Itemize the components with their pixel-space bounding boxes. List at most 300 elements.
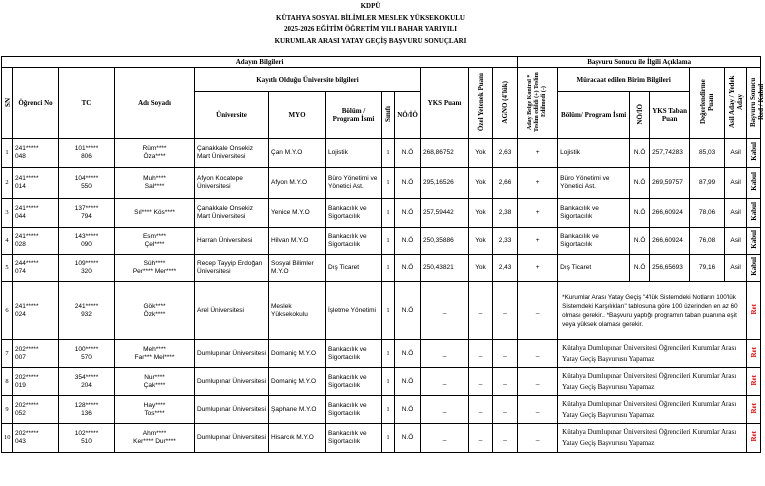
table-row — [2, 282, 761, 340]
cell-universite-text: Dumlupınar Üniversitesi — [197, 349, 266, 357]
cell-m-yks — [650, 255, 690, 282]
cell-bolum-text: Bankacılık ve Sigortacılık — [328, 345, 367, 361]
cell-adi-soyadi — [115, 139, 195, 168]
cell-m-bolum-text: Bankacılık ve Sigortacılık — [560, 233, 599, 248]
header-line-school: KÜTAHYA SOSYAL BİLİMLER MESLEK YÜKSEKOKULU — [276, 13, 465, 22]
cell-tc-text: 109***** 320 — [74, 260, 99, 275]
col-ogrenci-no: Öğrenci No — [13, 68, 59, 139]
cell-agno — [493, 282, 518, 340]
cell-yks-text: 268,86752 — [423, 149, 454, 156]
cell-agno — [493, 168, 518, 199]
cell-yks-text: _ — [442, 405, 447, 413]
cell-belge — [518, 228, 558, 255]
cell-yks-text: 250,43821 — [423, 264, 454, 271]
result-ret-badge: Ret — [749, 431, 758, 442]
cell-yks — [421, 424, 469, 453]
cell-belge — [518, 199, 558, 228]
cell-universite — [195, 255, 269, 282]
cell-yks — [421, 255, 469, 282]
cell-sinif — [382, 139, 395, 168]
cell-universite-text: Dumlupınar Üniversitesi — [197, 405, 266, 413]
cell-agno-text: _ — [503, 377, 507, 385]
cell-ozel — [469, 282, 493, 340]
cell-m-yks — [650, 168, 690, 199]
cell-no — [395, 424, 421, 453]
cell-ogrenci-no-text: 202***** 007 — [15, 345, 39, 361]
cell-aciklama-note-text: *Kurumlar Arası Yatay Geçiş "4'lük Sistemdeki Notların 100'lük Sistemdeki Karşılıkları" tablosuna göre 100 üzerinden en az 60 olması gerekir.. *Başvuru yaptığı programın taban puanına eşit veya yüksek olaması gerekir. — [562, 293, 738, 328]
cell-sinif-text: 1 — [386, 179, 390, 186]
cell-tc-text: 101***** 806 — [74, 145, 99, 160]
table-row — [2, 228, 761, 255]
cell-no — [395, 168, 421, 199]
cell-universite-text: Recep Tayyip Erdoğan Üniversitesi — [197, 260, 263, 275]
cell-ogrenci-no — [13, 199, 59, 228]
cell-m-yks-text: 256,65693 — [652, 264, 683, 271]
cell-ozel-text: _ — [478, 306, 483, 314]
cell-belge — [518, 424, 558, 453]
cell-yks — [421, 199, 469, 228]
cell-tc-text: 137***** 794 — [74, 205, 99, 220]
cell-yks-text: 250,35886 — [423, 237, 454, 244]
cell-no — [395, 282, 421, 340]
col-ozel-yetenek: Özel Yetenek Puanı — [469, 68, 493, 139]
cell-sn — [2, 424, 13, 453]
cell-belge-text: + — [535, 179, 540, 186]
cell-aciklama-note — [558, 340, 747, 368]
table-row — [2, 199, 761, 228]
cell-asil-text: Asil — [730, 237, 741, 244]
col-degerlendirme: Değerlendirme Puanı — [690, 68, 725, 139]
cell-tc — [59, 368, 115, 396]
cell-yks — [421, 340, 469, 368]
cell-tc-text: 104***** 550 — [74, 175, 99, 190]
cell-agno-text: 2,66 — [498, 179, 512, 186]
cell-ogrenci-no — [13, 228, 59, 255]
cell-belge — [518, 168, 558, 199]
cell-ogrenci-no-text: 241***** 014 — [15, 175, 39, 190]
cell-tc-text: 100***** 570 — [74, 345, 99, 361]
cell-degerlendirme — [690, 168, 725, 199]
cell-bolum — [326, 396, 382, 424]
cell-aciklama-note-text: Kütahya Dumlupınar Üniversitesi Öğrencileri Kurumlar Arası Yatay Geçiş Başvurusu Yapamaz — [562, 343, 737, 363]
cell-myo — [269, 199, 326, 228]
cell-universite-text: Arel Üniversitesi — [197, 306, 244, 314]
cell-sn-text: 4 — [5, 237, 9, 244]
cell-sonuc — [747, 368, 761, 396]
cell-universite-text: Çanakkale Onsekiz Mart Üniversitesi — [197, 145, 253, 160]
cell-m-yks-text: 269,59757 — [652, 179, 683, 186]
cell-sonuc — [747, 139, 761, 168]
cell-aciklama-note — [558, 424, 747, 453]
header-line-title: KURUMLAR ARASI YATAY GEÇİŞ BAŞVURU SONUÇLARI — [274, 36, 467, 45]
cell-tc — [59, 396, 115, 424]
cell-ogrenci-no — [13, 282, 59, 340]
cell-belge-text: _ — [535, 306, 540, 314]
cell-belge-text: _ — [535, 405, 540, 413]
cell-adi-soyadi — [115, 282, 195, 340]
col-agno: AGNO (4'lük) — [493, 68, 518, 139]
cell-m-bolum — [558, 255, 630, 282]
cell-agno — [493, 255, 518, 282]
cell-sinif — [382, 168, 395, 199]
cell-myo-text: Hilvan M.Y.O — [271, 237, 309, 244]
cell-ogrenci-no — [13, 340, 59, 368]
cell-asil — [725, 168, 747, 199]
cell-ozel-text: _ — [478, 405, 483, 413]
cell-no-text: N.Ö — [401, 434, 414, 441]
cell-myo-text: Çan M.Y.O — [271, 149, 303, 156]
cell-sn — [2, 282, 13, 340]
cell-belge-text: + — [535, 237, 540, 244]
cell-bolum-text: İşletme Yönetimi — [328, 306, 376, 314]
result-kabul-badge: Kabul — [749, 172, 758, 191]
cell-ogrenci-no — [13, 255, 59, 282]
cell-ozel — [469, 424, 493, 453]
cell-sonuc — [747, 168, 761, 199]
cell-bolum — [326, 424, 382, 453]
cell-universite — [195, 228, 269, 255]
cell-degerlendirme — [690, 228, 725, 255]
cell-sinif-text: 1 — [386, 405, 390, 413]
cell-ozel — [469, 168, 493, 199]
cell-agno-text: 2,33 — [498, 237, 512, 244]
cell-no-text: N.Ö — [401, 377, 414, 385]
cell-degerlendirme — [690, 139, 725, 168]
cell-bolum — [326, 255, 382, 282]
cell-sinif — [382, 396, 395, 424]
cell-degerlendirme-text: 85,03 — [699, 149, 716, 156]
cell-sn — [2, 139, 13, 168]
cell-no — [395, 139, 421, 168]
cell-bolum-text: Bankacılık ve Sigortacılık — [328, 233, 367, 248]
cell-yks — [421, 228, 469, 255]
cell-ozel — [469, 139, 493, 168]
cell-m-no-text: N.Ö — [633, 209, 646, 216]
cell-ozel-text: Yok — [475, 237, 486, 244]
cell-m-no-text: N.Ö — [633, 264, 646, 271]
table-row — [2, 424, 761, 453]
cell-sonuc — [747, 396, 761, 424]
cell-agno-text: _ — [503, 434, 507, 441]
col-sn: SN — [2, 68, 13, 139]
cell-ogrenci-no-text: 202***** 019 — [15, 373, 39, 389]
cell-m-no-text: N.Ö — [633, 149, 646, 156]
cell-belge-text: + — [535, 209, 540, 216]
cell-sinif — [382, 424, 395, 453]
cell-adi-soyadi — [115, 199, 195, 228]
cell-ozel-text: Yok — [475, 179, 486, 186]
cell-m-yks — [650, 199, 690, 228]
cell-aciklama-note — [558, 282, 747, 340]
table-row — [2, 340, 761, 368]
cell-no — [395, 228, 421, 255]
group-kayitli-header: Kayıtlı Olduğu Üniversite bilgileri — [195, 68, 421, 92]
result-ret-badge: Ret — [749, 346, 758, 358]
cell-asil-text: Asil — [730, 179, 741, 186]
cell-tc — [59, 228, 115, 255]
cell-tc — [59, 255, 115, 282]
cell-sn-text: 6 — [5, 306, 9, 314]
cell-ozel-text: _ — [478, 377, 483, 385]
cell-agno-text: 2,63 — [498, 149, 512, 156]
cell-adi-soyadi-text: Süh**** Per**** Mer**** — [132, 260, 177, 275]
cell-yks — [421, 368, 469, 396]
cell-myo — [269, 228, 326, 255]
cell-no-text: N.Ö — [401, 179, 414, 186]
group-basvuru-header: Başvuru Sonucu ile İlgili Açıklama — [518, 57, 761, 68]
result-ret-badge: Ret — [749, 374, 758, 386]
cell-sinif — [382, 199, 395, 228]
cell-sinif — [382, 282, 395, 340]
document-header — [0, 0, 741, 56]
cell-myo — [269, 139, 326, 168]
cell-sn-text: 3 — [5, 209, 9, 216]
cell-no — [395, 199, 421, 228]
cell-sn-text: 2 — [5, 179, 9, 186]
cell-no — [395, 340, 421, 368]
cell-no-text: N.Ö — [401, 349, 414, 357]
cell-sinif-text: 1 — [386, 306, 390, 314]
cell-sn-text: 8 — [5, 377, 9, 385]
cell-adi-soyadi-text: Hay**** Tos**** — [143, 401, 166, 417]
cell-myo — [269, 168, 326, 199]
col-yks: YKS Puanı — [421, 68, 469, 139]
cell-adi-soyadi — [115, 255, 195, 282]
cell-bolum-text: Dış Ticaret — [328, 264, 360, 271]
cell-ozel — [469, 228, 493, 255]
cell-universite-text: Çanakkale Onsekiz Mart Üniversitesi — [197, 205, 253, 220]
col-myo: MYO — [269, 92, 326, 139]
cell-sinif — [382, 228, 395, 255]
cell-myo-text: Şaphane M.Y.O — [271, 405, 317, 413]
col-no: NÖ/İÖ — [395, 92, 421, 139]
col-tc: TC — [59, 68, 115, 139]
cell-adi-soyadi — [115, 340, 195, 368]
cell-asil — [725, 228, 747, 255]
result-ret-badge: Ret — [749, 402, 758, 414]
cell-sonuc — [747, 228, 761, 255]
cell-asil — [725, 199, 747, 228]
cell-myo — [269, 282, 326, 340]
cell-ogrenci-no-text: 202***** 043 — [15, 430, 39, 445]
cell-universite-text: Harran Üniversitesi — [197, 237, 253, 244]
cell-ozel — [469, 340, 493, 368]
cell-m-no — [630, 199, 650, 228]
cell-sn — [2, 199, 13, 228]
cell-agno — [493, 368, 518, 396]
cell-m-bolum-text: Büro Yönetimi ve Yönetici Ast. — [560, 175, 610, 190]
cell-m-bolum — [558, 228, 630, 255]
cell-ogrenci-no-text: 241***** 044 — [15, 205, 39, 220]
cell-tc-text: 102***** 510 — [74, 430, 99, 445]
cell-asil — [725, 255, 747, 282]
header-line-kdpu: KDPÜ — [360, 2, 381, 10]
cell-myo-text: Hisarcık M.Y.O — [271, 434, 314, 441]
cell-adi-soyadi — [115, 368, 195, 396]
group-aday-header: Adayın Bilgileri — [2, 57, 518, 68]
cell-sinif-text: 1 — [386, 149, 390, 156]
cell-m-yks-text: 266,60924 — [652, 237, 683, 244]
cell-asil — [725, 139, 747, 168]
cell-tc — [59, 139, 115, 168]
cell-aciklama-note — [558, 396, 747, 424]
cell-adi-soyadi — [115, 228, 195, 255]
cell-aciklama-note-text: Kütahya Dumlupınar Üniversitesi Öğrencileri Kurumlar Arası Yatay Geçiş Başvurusu Yapamaz — [562, 371, 737, 391]
cell-sn — [2, 255, 13, 282]
cell-agno-text: _ — [503, 306, 507, 314]
cell-ozel-text: Yok — [475, 149, 486, 156]
cell-adi-soyadi — [115, 168, 195, 199]
cell-m-bolum — [558, 139, 630, 168]
cell-sinif-text: 1 — [386, 264, 390, 271]
cell-sn — [2, 228, 13, 255]
cell-sonuc — [747, 199, 761, 228]
cell-universite — [195, 199, 269, 228]
result-kabul-badge: Kabul — [749, 257, 758, 276]
cell-agno-text: _ — [503, 405, 507, 413]
cell-bolum — [326, 168, 382, 199]
cell-ogrenci-no-text: 241***** 024 — [15, 302, 39, 318]
cell-sn — [2, 168, 13, 199]
cell-bolum-text: Bankacılık ve Sigortacılık — [328, 401, 367, 417]
cell-sn-text: 10 — [4, 434, 11, 441]
cell-myo-text: Domaniç M.Y.O — [271, 349, 317, 357]
cell-belge — [518, 396, 558, 424]
cell-bolum — [326, 199, 382, 228]
cell-sn-text: 7 — [5, 349, 9, 357]
cell-no — [395, 255, 421, 282]
cell-degerlendirme — [690, 199, 725, 228]
cell-bolum — [326, 368, 382, 396]
cell-ozel-text: _ — [478, 349, 483, 357]
cell-aciklama-note-text: Kütahya Dumlupınar Üniversitesi Öğrencileri Kurumlar Arası Yatay Geçiş Başvurusu Yapamaz — [562, 428, 737, 447]
table-body — [2, 139, 761, 453]
cell-yks-text: _ — [442, 434, 447, 441]
cell-m-bolum-text: Lojistik — [560, 149, 581, 156]
cell-aciklama-note-text: Kütahya Dumlupınar Üniversitesi Öğrencileri Kurumlar Arası Yatay Geçiş Başvurusu Yapamaz — [562, 399, 737, 419]
result-kabul-badge: Kabul — [749, 230, 758, 249]
col-adi-soyadi: Adı Soyadı — [115, 68, 195, 139]
cell-no — [395, 368, 421, 396]
cell-belge — [518, 139, 558, 168]
cell-ogrenci-no — [13, 368, 59, 396]
cell-ogrenci-no — [13, 396, 59, 424]
cell-belge — [518, 255, 558, 282]
cell-tc-text: 143***** 090 — [74, 233, 99, 248]
cell-adi-soyadi — [115, 396, 195, 424]
col-universite: Üniversite — [195, 92, 269, 139]
cell-sinif — [382, 368, 395, 396]
cell-asil-text: Asil — [730, 149, 741, 156]
cell-universite — [195, 368, 269, 396]
cell-myo-text: Meslek Yüksekokulu — [271, 302, 308, 318]
cell-universite — [195, 424, 269, 453]
cell-yks — [421, 396, 469, 424]
cell-agno-text: _ — [503, 349, 507, 357]
cell-no-text: N.Ö — [401, 149, 414, 156]
cell-sinif-text: 1 — [386, 349, 390, 357]
cell-tc — [59, 340, 115, 368]
cell-bolum — [326, 282, 382, 340]
cell-ogrenci-no — [13, 168, 59, 199]
col-belge-kontrol: Aday Belge Kontrol * Teslim edildi (+) Teslim Edilmedi (-) — [518, 68, 558, 139]
cell-sonuc — [747, 255, 761, 282]
group-muracaat-header: Müracaat edilen Birim Bilgileri — [558, 68, 690, 92]
cell-yks-text: _ — [442, 306, 447, 314]
cell-m-bolum — [558, 199, 630, 228]
cell-agno — [493, 139, 518, 168]
cell-m-yks — [650, 139, 690, 168]
cell-degerlendirme-text: 76,08 — [699, 237, 716, 244]
table-row — [2, 168, 761, 199]
cell-tc — [59, 424, 115, 453]
cell-sinif — [382, 340, 395, 368]
cell-no-text: N.Ö — [401, 306, 414, 314]
cell-m-bolum-text: Bankacılık ve Sigortacılık — [560, 205, 599, 220]
cell-sinif — [382, 255, 395, 282]
cell-bolum-text: Bankacılık ve Sigortacılık — [328, 205, 367, 220]
cell-agno-text: 2,38 — [498, 209, 512, 216]
cell-yks-text: _ — [442, 349, 447, 357]
cell-m-yks-text: 257,74283 — [652, 149, 683, 156]
cell-degerlendirme-text: 79,16 — [699, 264, 716, 271]
cell-belge-text: _ — [535, 377, 540, 385]
cell-myo-text: Sosyal Bilimler M.Y.O — [271, 260, 314, 275]
cell-tc-text: 128***** 136 — [74, 401, 99, 417]
result-kabul-badge: Kabul — [749, 202, 758, 221]
cell-no — [395, 396, 421, 424]
cell-sinif-text: 1 — [386, 434, 390, 441]
cell-m-no — [630, 228, 650, 255]
cell-ogrenci-no-text: 241***** 048 — [15, 145, 39, 160]
cell-belge-text: _ — [535, 349, 540, 357]
cell-sn — [2, 396, 13, 424]
cell-universite — [195, 282, 269, 340]
cell-yks — [421, 168, 469, 199]
cell-m-yks-text: 266,60924 — [652, 209, 683, 216]
cell-yks-text: 295,16526 — [423, 179, 454, 186]
cell-belge-text: + — [535, 264, 540, 271]
header-line-term: 2025-2026 EĞİTİM ÖĞRETİM YILI BAHAR YARIYILI — [284, 25, 457, 33]
cell-m-yks — [650, 228, 690, 255]
cell-universite-text: Dumlupınar Üniversitesi — [197, 377, 266, 385]
cell-ogrenci-no — [13, 424, 59, 453]
cell-myo-text: Domaniç M.Y.O — [271, 377, 317, 385]
col-m-bolum: Bölüm/ Program İsmi — [558, 92, 630, 139]
cell-yks — [421, 282, 469, 340]
cell-bolum-text: Bankacılık ve Sigortacılık — [328, 373, 367, 389]
cell-sinif-text: 1 — [386, 377, 390, 385]
cell-m-no-text: N.Ö — [633, 237, 646, 244]
cell-yks-text: _ — [442, 377, 447, 385]
cell-ozel-text: Yok — [475, 209, 486, 216]
cell-myo — [269, 368, 326, 396]
cell-adi-soyadi-text: Esm**** Çel**** — [142, 233, 167, 248]
cell-universite — [195, 168, 269, 199]
cell-agno — [493, 228, 518, 255]
cell-bolum-text: Lojistik — [328, 149, 348, 156]
cell-tc-text: 354***** 204 — [74, 373, 99, 389]
cell-universite — [195, 396, 269, 424]
cell-degerlendirme-text: 87,99 — [699, 179, 716, 186]
cell-ozel-text: Yok — [475, 264, 486, 271]
cell-asil-text: Asil — [730, 264, 741, 271]
cell-ogrenci-no-text: 241***** 028 — [15, 233, 39, 248]
cell-no-text: N.Ö — [401, 264, 414, 271]
cell-tc — [59, 168, 115, 199]
cell-yks — [421, 139, 469, 168]
cell-adi-soyadi — [115, 424, 195, 453]
